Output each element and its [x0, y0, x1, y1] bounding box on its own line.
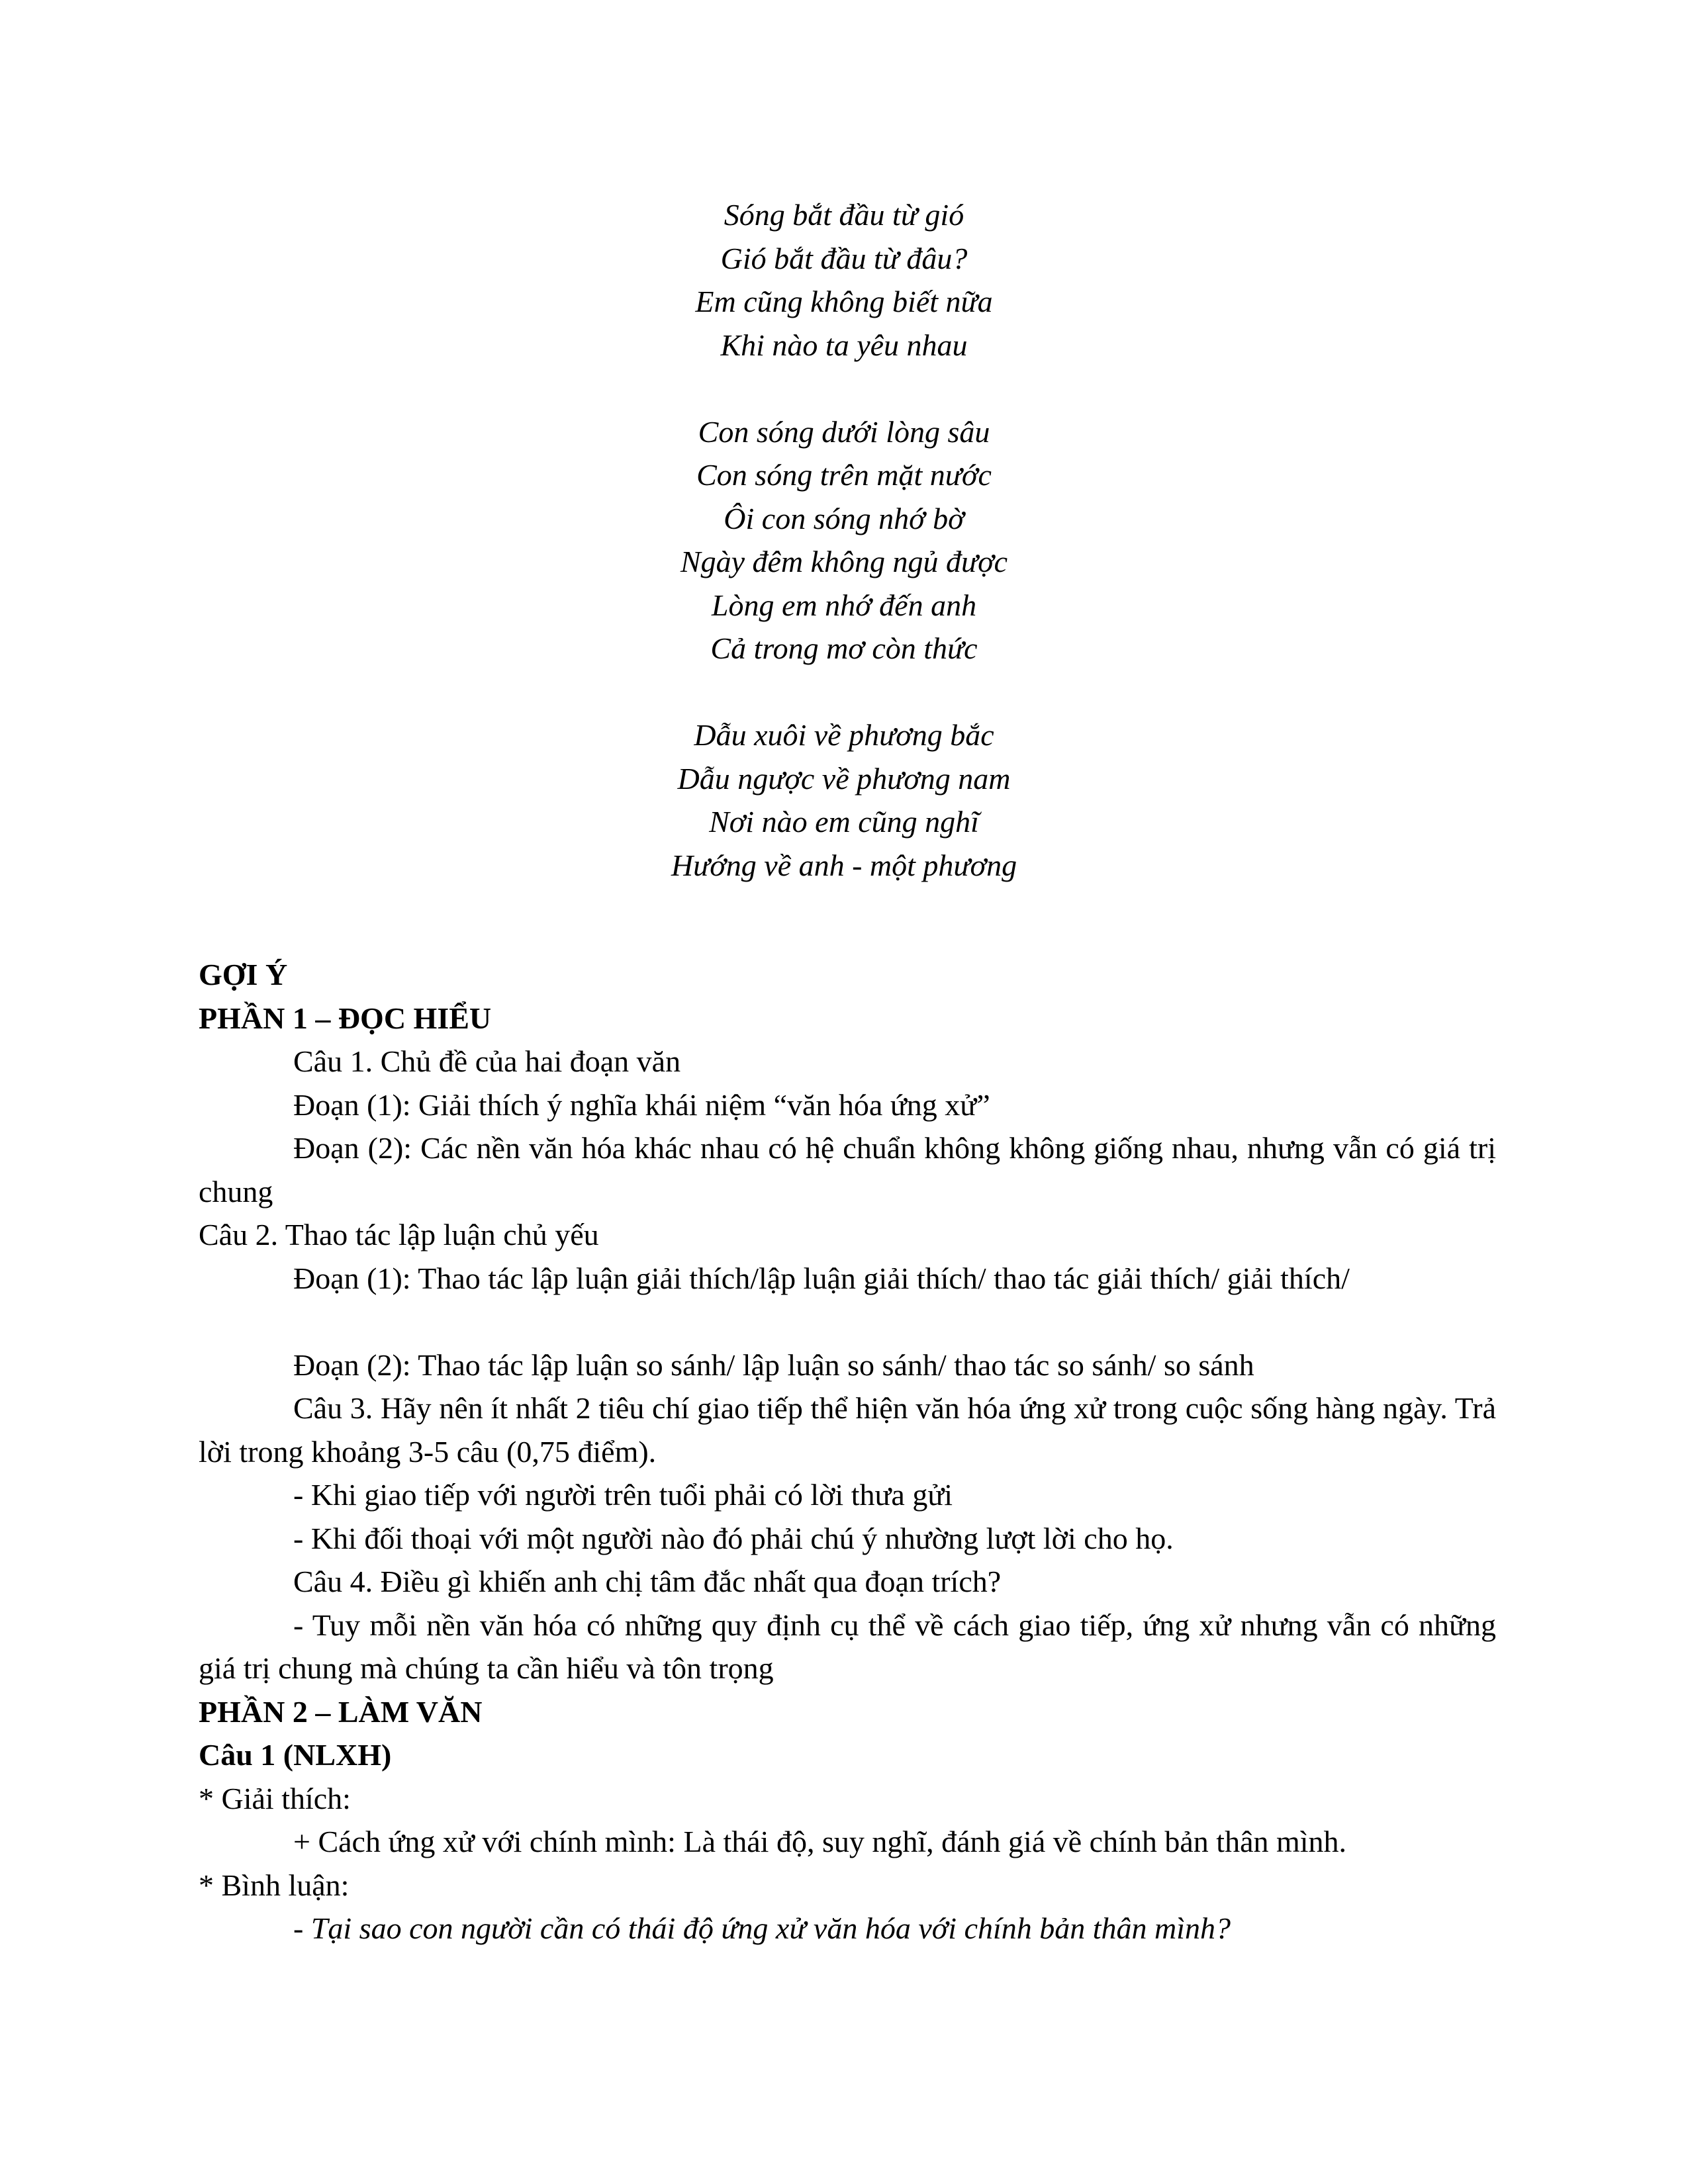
poem-line: Cả trong mơ còn thức [710, 631, 978, 665]
poem-line: Dẫu xuôi về phương bắc [694, 718, 994, 752]
poem-line: Sóng bắt đầu từ gió [724, 198, 964, 232]
poem-stanza-1 [0, 193, 1688, 367]
poem-line: Con sóng dưới lòng sâu [698, 414, 990, 449]
question-2-title: Câu 2. Thao tác lập luận chủ yếu [199, 1218, 599, 1251]
answer-guide [199, 953, 1496, 1950]
poem-line: Hướng về anh - một phương [671, 848, 1017, 882]
comment-point: - Tại sao con người cần có thái độ ứng xử văn hóa với chính bản thân mình? [293, 1911, 1231, 1945]
essay-question-1-title: Câu 1 (NLXH) [199, 1738, 392, 1772]
poem-line: Gió bắt đầu từ đâu? [720, 241, 968, 275]
question-2-answer-b: Đoạn (2): Thao tác lập luận so sánh/ lập luận so sánh/ thao tác so sánh/ so sánh [293, 1347, 1254, 1382]
question-1-answer-b: Đoạn (2): Các nền văn hóa khác nhau có hệ chuẩn không không giống nhau, nhưng vẫn có giá trị chung [199, 1131, 1496, 1208]
poem-line: Em cũng không biết nữa [695, 285, 993, 318]
explain-title: * Giải thích: [199, 1781, 351, 1815]
section-heading: GỢI Ý [199, 958, 288, 991]
question-3-answer-b: - Khi đối thoại với một người nào đó phải chú ý nhường lượt lời cho họ. [293, 1521, 1174, 1555]
poem-stanza-2 [0, 410, 1688, 670]
poem-line: Khi nào ta yêu nhau [720, 328, 968, 362]
poem-line: Ôi con sóng nhớ bờ [724, 501, 964, 535]
poem-line: Dẫu ngược về phương nam [677, 761, 1011, 796]
question-4-title: Câu 4. Điều gì khiến anh chị tâm đắc nhất qua đoạn trích? [293, 1565, 1002, 1598]
part-1-title: PHẦN 1 – ĐỌC HIỂU [199, 1001, 492, 1035]
part-2-title: PHẦN 2 – LÀM VĂN [199, 1694, 483, 1729]
question-1-answer-a: Đoạn (1): Giải thích ý nghĩa khái niệm “văn hóa ứng xử” [293, 1087, 990, 1122]
poem-line: Con sóng trên mặt nước [696, 458, 992, 492]
poem-excerpt [0, 193, 1688, 887]
poem-stanza-3 [0, 713, 1688, 887]
question-2-answer-a: Đoạn (1): Thao tác lập luận giải thích/lập luận giải thích/ thao tác giải thích/ giải thích/ [293, 1261, 1350, 1295]
question-3-title: Câu 3. Hãy nên ít nhất 2 tiêu chí giao tiếp thể hiện văn hóa ứng xử trong cuộc sống hàng ngày. Trả lời trong khoảng 3-5 câu (0,75 điểm). [199, 1391, 1496, 1469]
question-1-title: Câu 1. Chủ đề của hai đoạn văn [293, 1044, 681, 1078]
question-3-answer-a: - Khi giao tiếp với người trên tuổi phải có lời thưa gửi [293, 1478, 953, 1512]
blank-line [199, 1300, 1496, 1343]
comment-title: * Bình luận: [199, 1868, 350, 1902]
poem-line: Nơi nào em cũng nghĩ [709, 805, 979, 839]
question-4-answer-a: - Tuy mỗi nền văn hóa có những quy định cụ thể về cách giao tiếp, ứng xử nhưng vẫn có những giá trị chung mà chúng ta cần hiểu và tôn trọng [199, 1608, 1496, 1685]
poem-line: Lòng em nhớ đến anh [711, 588, 977, 622]
poem-line: Ngày đêm không ngủ được [680, 545, 1008, 578]
explain-point: + Cách ứng xử với chính mình: Là thái độ, suy nghĩ, đánh giá về chính bản thân mình. [293, 1825, 1347, 1858]
